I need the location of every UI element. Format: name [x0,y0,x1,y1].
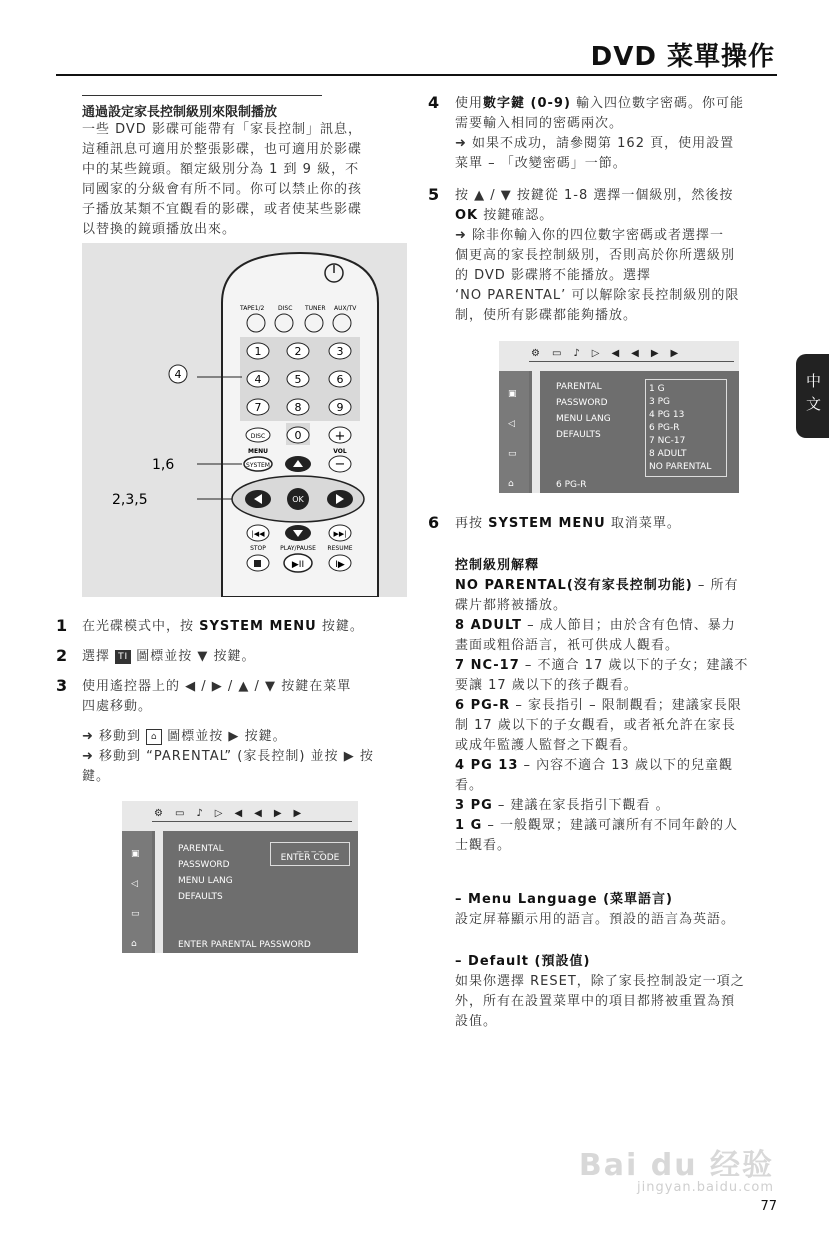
menu-language-section: – Menu Language (菜單語言) 設定屏幕顯示用的語言。預設的語言為英語。 [455,892,736,927]
code-entry-box: _ _ _ _ ENTER CODE [270,842,350,866]
osd-menu-item: MENU LANG [178,876,233,886]
disc-src-label: DISC [278,305,293,312]
intro-paragraph [82,120,412,240]
osd-menu-item: PARENTAL [556,382,602,392]
osd-side-icons: ▣ ◁ ▭ ⌂ [122,831,152,953]
osd-menu-list [178,841,233,905]
step-number: 6 [428,513,440,532]
callout-4: 4 [174,368,182,381]
callout-1-6: 1,6 [152,457,175,473]
level-list-box [645,379,727,477]
digit-0: 0 [294,429,302,442]
svg-text:|◀◀: |◀◀ [251,530,265,538]
digit-6: 6 [336,373,344,386]
default-section: – Default (預設值) 如果你選擇 RESET，除了家長控制設定一項之 外，所有在設置菜單中的項目都將被重置為預 設值。 [455,954,745,1029]
resume-label: RESUME [327,545,353,552]
osd-menu-item: PASSWORD [178,860,230,870]
ok-label: OK [292,495,304,504]
osd-menu-item: DEFAULTS [556,430,601,440]
step-number: 2 [56,646,68,665]
menu-label: MENU [248,448,268,455]
tuner-label: TUNER [305,305,326,312]
osd-status-text: ENTER PARENTAL PASSWORD [178,940,311,950]
intro-line: 子播放某類不宜觀看的影碟，或者使某些影碟 [82,202,363,217]
osd-parental-password-screen [122,801,358,953]
osd-toolbar-icons: ⚙▭♪▷◀◀▶▶ [154,808,314,819]
osd-side-icons: ▣ ◁ ▭ ⌂ [499,371,529,493]
step-6-text: 再按 SYSTEM MENU 取消菜單。 [455,516,681,531]
step-3-text: 使用遙控器上的 ◀ / ▶ / ▲ / ▼ 按鍵在菜單 四處移動。 [82,679,352,714]
callout-2-3-5: 2,3,5 [112,492,148,508]
watermark-url: jingyan.baidu.com [637,1180,774,1195]
tape-label: TAPE1/2 [240,305,265,312]
osd-toolbar [499,341,739,371]
setup-icon: TI [115,650,131,664]
level-item: 4 PG 13 [649,410,685,420]
language-tab: 中文 [796,354,829,438]
intro-line: 以替換的鏡頭播放出來。 [82,222,237,237]
digit-2: 2 [294,345,302,358]
digit-5: 5 [294,373,302,386]
vol-label: VOL [333,448,347,455]
digit-7: 7 [254,401,262,414]
intro-line: 一些 DVD 影碟可能帶有「家長控制」訊息， [82,122,362,137]
digit-9: 9 [336,401,344,414]
svg-text:▶II: ▶II [291,560,305,570]
ratings-title: 控制級別解釋 [455,558,540,573]
svg-text:−: − [334,457,346,472]
parental-lock-icon: ⌂ [146,729,162,745]
page-title: DVD 菜單操作 [590,42,775,72]
ratings-section: 控制級別解釋 NO PARENTAL(沒有家長控制功能) – 所有 碟片都將被播放。 8 ADULT – 成人節目；由於含有色情、暴力 畫面或粗俗語言，衹可供成人觀看。 7 NC-17 – 不適合 17 歲以下的子女；建議不 要讓 17 歲以下的孩子觀看。 6 PG-R – 家長指引 – 限制觀看；建議家長限 制 17 歲以下的子女觀看，或者衹允許在家長 或成年監護人監督之下觀看。 4 PG 13 – 內容不適合 13 歲以下的兒童觀 看。 3 PG – 建議在家長指引下觀看 。 1 G – 一般觀眾；建議可讓所有不同年齡的人 士觀看。 [455,556,785,856]
step-3-notes: ➜ 移動到 ⌂ 圖標並按 ▶ 按鍵。 ➜ 移動到 “PARENTAL” (家長控制) 並按 ▶ 按 鍵。 [82,729,374,784]
watermark-logo: Bai du 经验 [578,1148,774,1183]
step-number: 3 [56,676,68,695]
level-item: NO PARENTAL [649,462,712,472]
osd-menu-item: PASSWORD [556,398,608,408]
osd-status-text: 6 PG-R [556,480,587,490]
digit-3: 3 [336,345,344,358]
intro-line: 這種訊息可適用於整張影碟，也可適用於影碟 [82,142,363,157]
aux-label: AUX/TV [334,305,357,312]
step-number: 4 [428,93,440,112]
step-2-text: 選擇 TI 圖標並按 ▼ 按鍵。 [82,649,256,664]
level-item: 3 PG [649,397,670,407]
digit-8: 8 [294,401,302,414]
svg-text:I▶: I▶ [335,560,345,570]
remote-control-drawing [82,243,407,597]
page-number: 77 [760,1199,777,1214]
disc-button-label: DISC [250,433,266,440]
svg-text:▶▶|: ▶▶| [333,530,347,538]
step-4-text: 使用數字鍵 (0-9) 輸入四位數字密碼。你可能 需要輸入相同的密碼兩次。 ➜ 如果不成功，請參閱第 162 頁，使用設置 菜單 – 「改變密碼」一節。 [455,96,745,171]
osd-menu-item: PARENTAL [178,844,224,854]
level-item: 7 NC-17 [649,436,686,446]
osd-menu-item: MENU LANG [556,414,611,424]
header-divider [56,74,777,76]
section-divider [82,95,322,96]
remote-illustration [82,243,407,597]
section-title: 通過設定家長控制級別來限制播放 [82,105,278,120]
osd-toolbar [122,801,358,831]
osd-parental-level-screen [499,341,739,493]
intro-line: 同國家的分級會有所不同。你可以禁止你的孩 [82,182,363,197]
osd-toolbar-icons: ⚙▭♪▷◀◀▶▶ [531,348,691,359]
level-item: 6 PG-R [649,423,680,433]
step-number: 1 [56,616,68,635]
svg-text:+: + [334,429,346,444]
system-button-label: SYSTEM [246,462,270,469]
level-item: 8 ADULT [649,449,687,459]
stop-label: STOP [250,545,266,552]
play-pause-label: PLAY/PAUSE [280,545,316,552]
step-5-text: 按 ▲ / ▼ 按鍵從 1-8 選擇一個級別，然後按 OK 按鍵確認。 ➜ 除非你輸入你的四位數字密碼或者選擇一 個更高的家長控制級別，否則高於你所選級別 的 DVD 影碟將不能播放。選擇 ‘NO PARENTAL’ 可以解除家長控制級別的限 制，使所有影碟都能夠播放。 [455,188,740,323]
level-item: 1 G [649,384,665,394]
intro-line: 中的某些鏡頭。額定級別分為 1 到 9 級，不 [82,162,360,177]
step-number: 5 [428,185,440,204]
digit-4: 4 [254,373,262,386]
digit-1: 1 [254,345,262,358]
step-1-text: 在光碟模式中，按 SYSTEM MENU 按鍵。 [82,619,364,634]
osd-menu-list [556,379,611,443]
osd-menu-item: DEFAULTS [178,892,223,902]
